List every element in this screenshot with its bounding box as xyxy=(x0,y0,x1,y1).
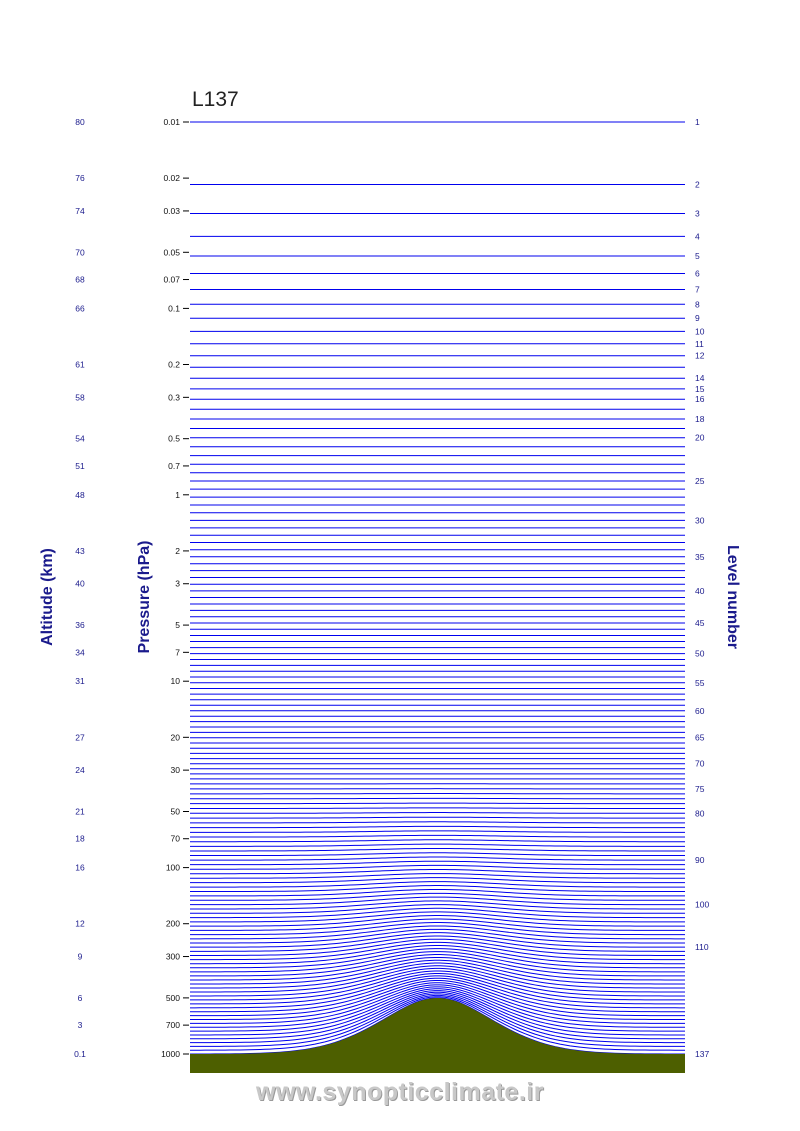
level-number-label: 1 xyxy=(695,117,700,127)
level-number-label: 18 xyxy=(695,413,705,424)
pressure-tick-label: 200 xyxy=(165,918,180,929)
model-level-lines xyxy=(190,122,685,1054)
level-number-label: 60 xyxy=(695,705,705,716)
level-number-label: 15 xyxy=(695,383,705,394)
altitude-tick-label: 16 xyxy=(75,862,85,873)
altitude-tick-label: 70 xyxy=(75,247,85,258)
level-number-label: 12 xyxy=(695,350,705,361)
level-number-label: 110 xyxy=(695,942,709,953)
level-line xyxy=(190,822,685,823)
altitude-tick-label: 74 xyxy=(75,205,85,216)
level-number-label: 25 xyxy=(695,475,705,486)
altitude-tick-label: 34 xyxy=(75,647,85,658)
level-line xyxy=(190,870,685,874)
watermark: www.synopticclimate.ir xyxy=(256,1078,544,1106)
terrain-mountain xyxy=(190,998,685,1073)
level-line xyxy=(190,861,685,864)
altitude-tick-label: 68 xyxy=(75,274,85,285)
pressure-tick-label: 20 xyxy=(170,732,180,743)
level-line xyxy=(190,813,685,814)
level-line xyxy=(190,835,685,837)
altitude-tick-label: 12 xyxy=(75,918,85,929)
level-number-label: 9 xyxy=(695,313,700,324)
pressure-tick-label: 5 xyxy=(175,620,180,631)
altitude-tick-label: 43 xyxy=(75,545,85,556)
level-line xyxy=(190,919,685,930)
pressure-tick-label: 0.01 xyxy=(163,117,180,127)
level-number-label: 45 xyxy=(695,618,705,629)
pressure-tick-label: 0.02 xyxy=(163,173,180,184)
pressure-tick-label: 700 xyxy=(165,1020,180,1031)
altitude-tick-label: 51 xyxy=(75,460,85,471)
altitude-axis-title: Altitude (km) xyxy=(39,548,56,646)
level-line xyxy=(190,865,685,869)
pressure-tick-label: 0.3 xyxy=(168,392,180,403)
level-number-label: 11 xyxy=(695,338,704,349)
pressure-tick-label: 3 xyxy=(175,578,180,589)
altitude-tick-label: 40 xyxy=(75,578,85,589)
altitude-tick-label: 0.1 xyxy=(74,1049,86,1059)
altitude-tick-label: 61 xyxy=(75,359,85,370)
altitude-tick-label: 31 xyxy=(75,676,85,687)
pressure-tick-label: 10 xyxy=(170,676,180,687)
level-number-label: 65 xyxy=(695,732,705,743)
altitude-tick-label: 54 xyxy=(75,433,85,444)
level-line xyxy=(190,844,685,846)
pressure-axis-title: Pressure (hPa) xyxy=(136,540,153,654)
altitude-tick-label: 6 xyxy=(77,992,83,1003)
altitude-tick-label: 58 xyxy=(75,392,85,403)
altitude-tick-label: 27 xyxy=(75,732,85,743)
pressure-tick-label: 0.07 xyxy=(163,274,180,285)
level-line xyxy=(190,886,685,892)
pressure-tick-label: 2 xyxy=(175,545,180,556)
level-line xyxy=(190,808,685,809)
level-number-label: 4 xyxy=(695,231,700,242)
level-number-labels xyxy=(695,117,709,1059)
pressure-tick-label: 0.05 xyxy=(163,247,180,258)
level-number-label: 20 xyxy=(695,432,705,443)
level-line xyxy=(190,889,685,895)
level-number-label: 50 xyxy=(695,648,705,659)
altitude-tick-label: 21 xyxy=(75,806,85,817)
level-line xyxy=(190,826,685,827)
level-number-label: 7 xyxy=(695,284,700,295)
altitude-tick-label: 24 xyxy=(75,765,85,776)
level-number-label: 90 xyxy=(695,855,705,866)
pressure-tick-label: 500 xyxy=(165,992,180,1003)
altitude-tick-label: 66 xyxy=(75,303,85,314)
level-number-label: 40 xyxy=(695,585,705,596)
level-number-label: 8 xyxy=(695,299,700,310)
level-line xyxy=(190,848,685,850)
level-number-label: 3 xyxy=(695,208,700,219)
axis-labels xyxy=(74,117,189,1059)
level-number-label: 30 xyxy=(695,515,705,526)
level-line xyxy=(190,857,685,860)
level-number-label: 100 xyxy=(695,899,710,910)
level-number-label: 6 xyxy=(695,268,700,279)
level-number-label: 16 xyxy=(695,394,705,405)
level-number-label: 80 xyxy=(695,808,705,819)
pressure-tick-label: 300 xyxy=(165,951,180,962)
level-number-label: 2 xyxy=(695,179,700,190)
altitude-tick-label: 36 xyxy=(75,620,85,631)
pressure-tick-label: 0.1 xyxy=(168,303,180,314)
pressure-tick-label: 50 xyxy=(170,806,180,817)
altitude-tick-label: 9 xyxy=(77,951,83,962)
pressure-tick-label: 0.7 xyxy=(168,460,180,471)
level-number-label: 14 xyxy=(695,373,705,384)
pressure-tick-label: 0.2 xyxy=(168,359,180,370)
altitude-tick-label: 48 xyxy=(75,489,85,500)
level-number-label: 70 xyxy=(695,758,705,769)
level-number-label: 35 xyxy=(695,551,705,562)
pressure-tick-label: 1000 xyxy=(161,1049,180,1059)
level-number-label: 5 xyxy=(695,250,700,261)
level-line xyxy=(190,817,685,818)
altitude-tick-label: 18 xyxy=(75,833,85,844)
altitude-tick-label: 80 xyxy=(75,117,85,127)
level-number-label: 137 xyxy=(695,1048,710,1059)
altitude-tick-label: 76 xyxy=(75,173,85,184)
level-line xyxy=(190,966,685,992)
level-number-label: 10 xyxy=(695,326,705,337)
diagram-title: L137 xyxy=(192,88,239,111)
level-line xyxy=(190,831,685,832)
pressure-tick-label: 0.03 xyxy=(163,205,180,216)
altitude-tick-label: 3 xyxy=(77,1020,83,1031)
pressure-tick-label: 30 xyxy=(170,765,180,776)
pressure-tick-label: 100 xyxy=(165,862,180,873)
pressure-tick-label: 7 xyxy=(175,647,180,658)
pressure-tick-label: 70 xyxy=(170,833,180,844)
pressure-tick-label: 0.5 xyxy=(168,433,180,444)
level-line xyxy=(190,853,685,856)
pressure-tick-label: 1 xyxy=(175,489,180,500)
level-number-axis-title: Level number xyxy=(724,544,741,650)
level-line xyxy=(190,840,685,842)
level-number-label: 75 xyxy=(695,783,705,794)
level-number-label: 55 xyxy=(695,677,705,688)
